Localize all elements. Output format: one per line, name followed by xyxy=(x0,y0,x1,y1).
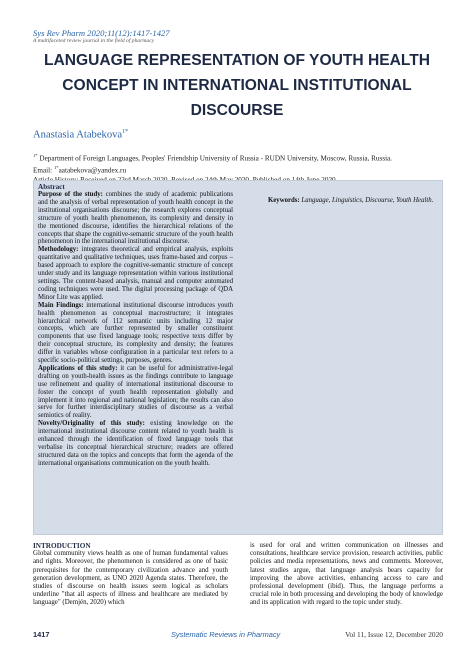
footer-volume: Vol 11, Issue 12, December 2020 xyxy=(345,630,443,639)
intro-right-column xyxy=(250,542,443,608)
methodology-label: Methodology: xyxy=(38,246,79,254)
intro-heading: INTRODUCTION xyxy=(33,542,91,550)
intro-right-text: is used for oral and written communication on illnesses and consultations, healthcare service provision, research activities, public policies and media representations, news and comments. Moreover, latest studies argue, that language analysis bears capacity for improving the above activities, enhancing access to care and professional development (ibid). Thus, the language performs a crucial role in both processing and developing the body of knowledge and its application with regard to the topic under study. xyxy=(250,542,443,607)
intro-left-text: Global community views health as one of human fundamental values and rights. Moreover, the phenomenon is considered as one of basic prerequisites for the contemporary civilization advance and youth generation development, as UNO 2020 Agenda states. Therefore, the studies of discourse on health issues seem logical as scholars underline "that all aspects of illness and healthcare are mediated by language" (Demjén, 2020) which xyxy=(33,550,228,607)
author-name-text: Anastasia Atabekova xyxy=(33,129,123,141)
abstract-body xyxy=(38,191,233,468)
abstract-heading: Abstract xyxy=(38,183,65,191)
author-name[interactable] xyxy=(33,129,128,141)
email-link[interactable]: aatabekova@yandex.ru xyxy=(58,166,127,175)
page-footer xyxy=(33,630,443,642)
affiliation-dept-text: Department of Foreign Languages, Peoples' Friendship University of Russia - RUDN University, Moscow, Russia, Russia. xyxy=(39,154,393,163)
abstract-methodology xyxy=(38,246,233,301)
keywords-label: Keywords: xyxy=(268,197,300,204)
email-label: Email: xyxy=(33,166,53,175)
author-mark: 1* xyxy=(122,129,129,135)
abstract-novelty xyxy=(38,420,233,467)
journal-tagline: A multifaceted review journal in the field of pharmacy xyxy=(33,38,155,44)
abstract-purpose xyxy=(38,191,233,246)
novelty-text: existing knowledge on the international institutional discourse content related to youth health is enhanced through the identification of fixed language tools that verbalise its conceptual hierarchical structure; readers are offered structured data on the topics and concepts that form the agenda of the international organisations communication on the youth health. xyxy=(38,420,233,467)
abstract-box xyxy=(33,180,443,535)
findings-label: Main Findings: xyxy=(38,301,84,309)
affiliation-mark: 1* xyxy=(33,153,38,158)
page-number: 1417 xyxy=(33,630,50,639)
novelty-label: Novelty/Originality of this study: xyxy=(38,420,145,428)
affiliation-email xyxy=(33,163,443,175)
article-title: LANGUAGE REPRESENTATION OF YOUTH HEALTH CONCEPT IN INTERNATIONAL INSTITUTIONAL DISCOURSE xyxy=(43,52,431,119)
journal-header xyxy=(33,28,170,45)
purpose-label: Purpose of the study: xyxy=(38,191,103,198)
journal-citation: Sys Rev Pharm 2020;11(12):1417-1427 xyxy=(33,28,170,38)
email-mark: 1* xyxy=(53,165,59,171)
footer-journal: Systematic Reviews in Pharmacy xyxy=(171,630,281,639)
applications-text: it can be useful for administrative-legal drafting on youth-health issues as the findings contribute to language use refinement and quality of international institutional discourse to foster the concept of youth health representation globally and implement it into regional and national legislation; the results can also serve for further interdisciplinary studies of discourse as a verbal semiotics of reality. xyxy=(38,364,234,420)
purpose-text: combines the study of academic publications and the analysis of verbal representation of youth health concept in the institutional organisations discourse; the research explores conceptual structure of youth health phenomenon, its complexity and density in the mentioned discourse, identifies the hierarchical relations of the concepts that shape the cognitive-semantic structure of the youth health phenomenon in the international institutional discourse. xyxy=(38,191,233,246)
applications-label: Applications of this study: xyxy=(38,364,118,372)
abstract-applications xyxy=(38,365,233,420)
keywords-block xyxy=(268,197,440,205)
abstract-findings xyxy=(38,302,233,365)
affiliation-dept xyxy=(33,151,443,163)
keywords-text: Language, Linguistics, Discourse, Youth Health. xyxy=(301,197,434,204)
methodology-text: integrates theoretical and empirical analysis, exploits quantitative and qualitative techniques, uses frame-based and corpus – based approach to explore the cognitive-semantic structure of concept under study and its language representation within various institutional settings. The content-based analysis, manual and computer automated coding techniques were used. The digital processing package of QDA Minor Lite was applied. xyxy=(38,246,233,301)
findings-text: international institutional discourse introduces youth health phenomenon as conceptual macrostructure; it integrates hierarchical network of 112 semantic units including 12 major concepts, which are further represented by smaller constituent components that use fixed language tools; respective texts differ by their conceptual structure, its complexity and density; the features differ in variables whose configuration in a particular text refers to a specific socio-political settings, purposes, genres. xyxy=(38,301,233,365)
intro-left-column xyxy=(33,542,228,608)
